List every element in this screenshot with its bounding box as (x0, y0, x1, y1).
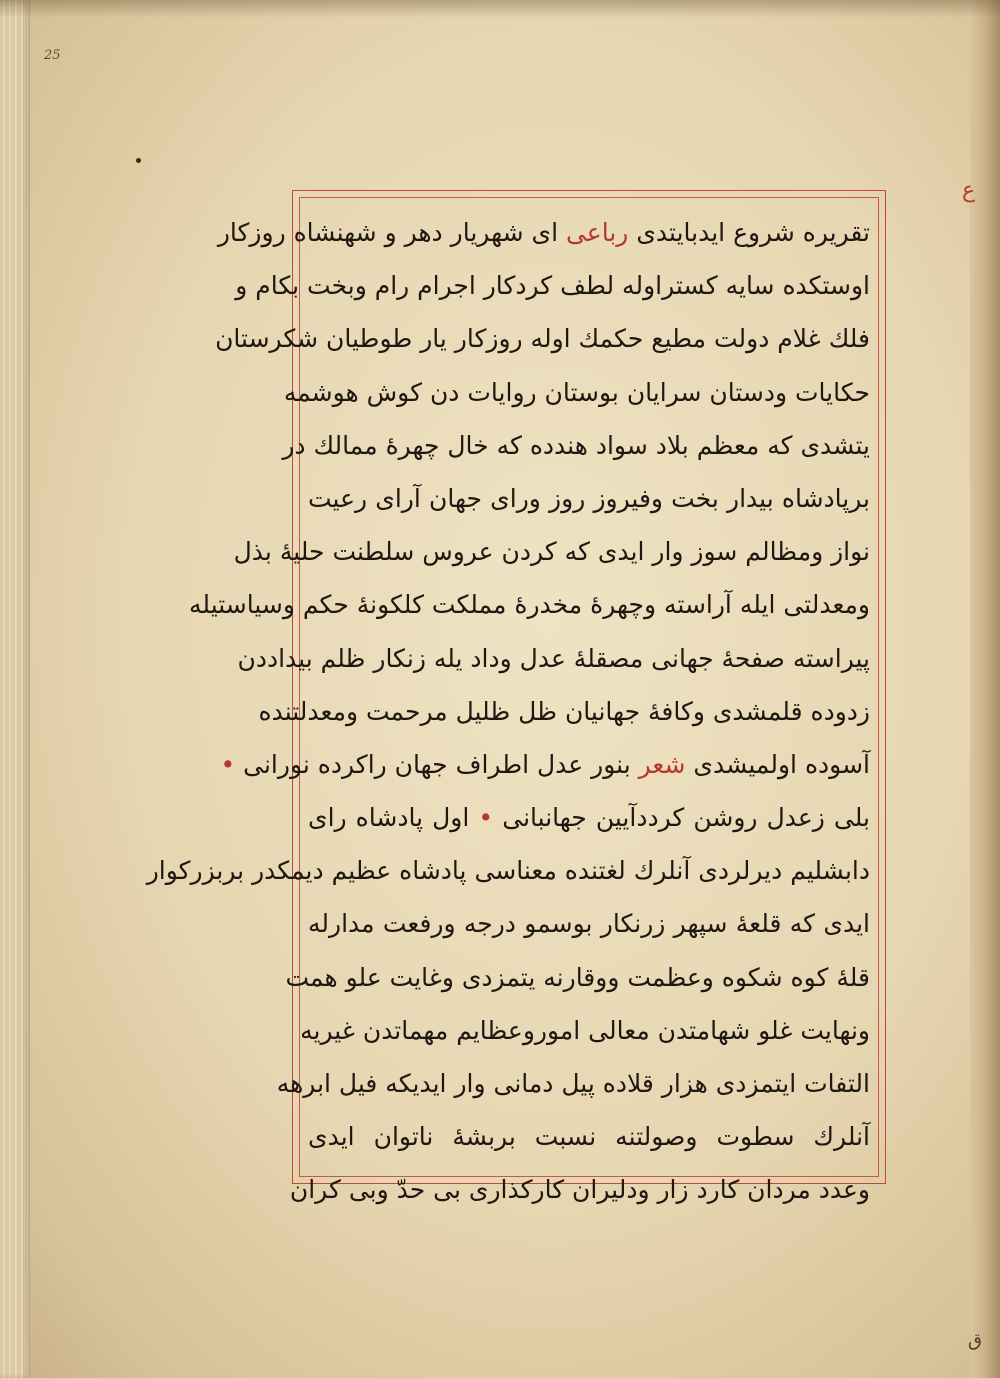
text-line: اوستکده سایه کستراوله لطف کردکار اجرام رام وبخت بکام و (235, 271, 870, 301)
line-text: بنور عدل اطراف جهان راکرده نورانی (243, 749, 631, 779)
verse-end-dot: • (220, 749, 236, 779)
text-line: نواز ومظالم سوز وار ایدی که کردن عروس سلطنت حلیهٔ بذل (233, 537, 870, 567)
text-line: برپادشاه بیدار بخت وفیروز روز ورای جهان آرای رعیت (308, 483, 870, 513)
page-edge-right (970, 0, 1000, 1378)
rubric-shiir: شعر (638, 749, 686, 779)
line-text: تقریره شروع ایدبایتدی (636, 218, 870, 247)
rubric-rubai: رباعی (565, 218, 629, 247)
text-line: ومعدلتی ایله آراسته وچهرهٔ مخدرهٔ مملکت کلکونهٔ حکم وسیاستیله (189, 590, 870, 620)
text-line: قلهٔ کوه شکوه وعظمت ووقارنه یتمزدی وغایت علو همت (285, 962, 870, 992)
folio-number: 25 (44, 48, 61, 63)
text-line (217, 206, 870, 259)
text-line (308, 791, 870, 844)
text-line (220, 738, 870, 791)
line-text: اول پادشاه رای (308, 803, 470, 833)
text-line: دابشلیم دیرلردی آنلرك لغتنده معناسی پادشاه عظیم دیمکدر بربزرکوار (146, 856, 870, 886)
text-line: زدوده قلمشدی وکافهٔ جهانیان ظل ظلیل مرحمت ومعدلتنده (258, 696, 870, 726)
text-block (146, 206, 870, 1205)
line-text: ای شهریار دهر و شهنشاه روزکار (217, 218, 559, 247)
line-text: بلی زعدل روشن کرددآیین جهانبانی (502, 803, 870, 833)
text-line: وعدد مردان کارد زار ودلیران کارکذاری بی حدّ وبی کران (289, 1175, 870, 1205)
verse-end-dot: • (478, 803, 494, 833)
margin-red-mark: ع (962, 178, 976, 203)
text-line: پیراسته صفحهٔ جهانی مصقلهٔ عدل وداد یله زنکار ظلم بیداددن (237, 643, 870, 673)
text-line: یتشدی که معظم بلاد سواد هندده که خال چهرهٔ ممالك در (282, 430, 870, 460)
text-line: ایدی که قلعهٔ سپهر زرنکار بوسمو درجه ورفعت مدارله (308, 909, 870, 939)
page-stack-edge (0, 0, 30, 1378)
line-text: آسوده اولمیشدی (693, 749, 870, 779)
text-line: حکایات ودستان سرایان بوستان روایات دن کوش هوشمه (283, 377, 870, 407)
text-line: آنلرك سطوت وصولتنه نسبت بربشهٔ ناتوان ایدی (308, 1122, 870, 1152)
top-shadow (0, 0, 1000, 18)
ink-dot (136, 158, 141, 163)
text-line: التفات ایتمزدی هزار قلاده پیل دمانی وار ایدیکه فیل ابرهه (276, 1069, 870, 1098)
catchword-mark: ق (968, 1330, 982, 1351)
text-line: ونهایت غلو شهامتدن معالی اموروعظایم مهماتدن غیریه (300, 1015, 870, 1045)
text-line: فلك غلام دولت مطیع حکمك اوله روزکار یار طوطیان شکرستان (215, 324, 870, 354)
